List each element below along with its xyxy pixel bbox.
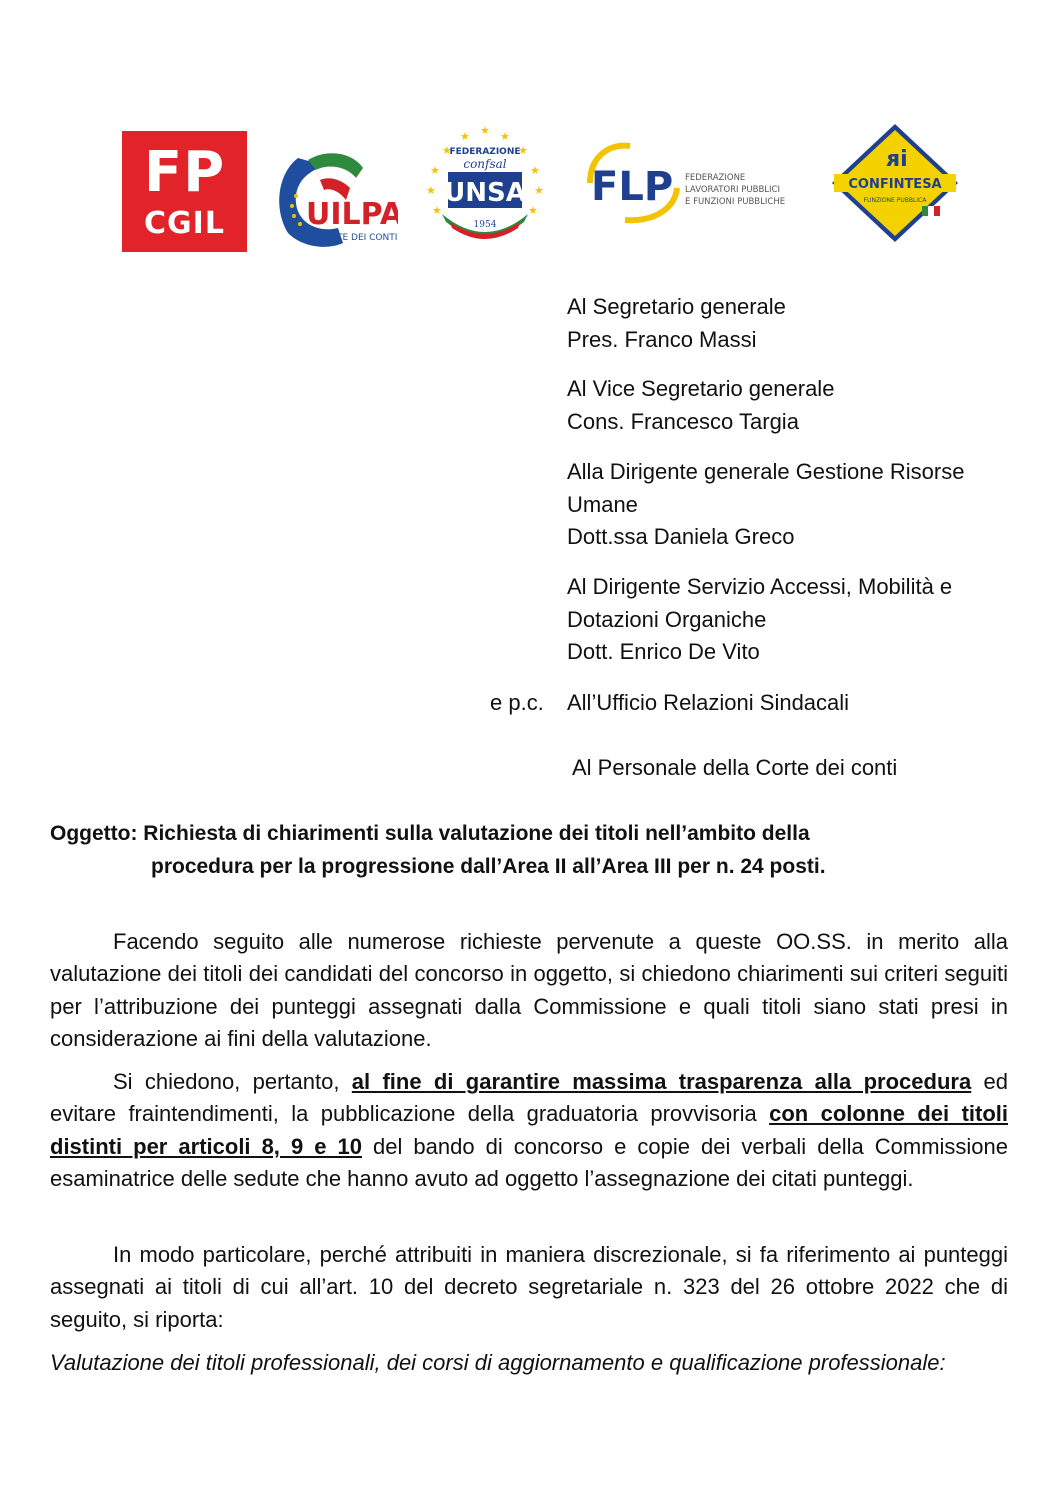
flp-emblem-icon xyxy=(585,138,800,228)
subject-line-1: Oggetto: Richiesta di chiarimenti sulla valutazione dei titoli nell’ambito della xyxy=(50,822,810,845)
flp-logo-line1: FEDERAZIONE xyxy=(685,173,746,183)
recipient-line: Dott. Enrico De Vito xyxy=(567,639,760,664)
recipient-block-4 xyxy=(567,571,952,669)
recipient-line: Cons. Francesco Targia xyxy=(567,408,799,434)
svg-text:★: ★ xyxy=(460,130,470,143)
unsa-logo-mid: confsal xyxy=(463,157,507,171)
paragraph-2 xyxy=(50,1066,1008,1195)
unsa-logo-text: UNSA xyxy=(444,178,526,208)
flp-logo xyxy=(585,138,800,228)
cc-recipient-1 xyxy=(567,687,849,720)
confintesa-logo-sub: FUNZIONE PUBBLICA xyxy=(863,197,927,204)
recipient-block-2 xyxy=(567,373,834,438)
paragraph-2-text-e: del bando di concorso e copie dei verbali della Commissione esaminatrice delle sedute che hanno avuto ad oggetto l’assegnazione dei citati punteggi. xyxy=(50,1133,1008,1191)
recipient-line: Umane xyxy=(567,491,638,517)
svg-text:★: ★ xyxy=(500,130,510,143)
svg-text:ᴙi: ᴙi xyxy=(886,147,908,172)
paragraph-3 xyxy=(50,1239,1008,1336)
svg-text:★: ★ xyxy=(518,144,528,157)
fp-cgil-logo xyxy=(122,131,247,252)
recipient-line: Dott.ssa Daniela Greco xyxy=(567,524,795,549)
paragraph-2-text-c: ed evitare fraintendimenti, la pubblicazione della graduatoria provvisoria xyxy=(50,1069,1008,1127)
recipient-line: Al Dirigente Servizio Accessi, Mobilità e xyxy=(567,574,953,599)
flp-logo-line2: LAVORATORI PUBBLICI xyxy=(685,185,780,195)
recipient-line: Dotazioni Organiche xyxy=(567,606,767,632)
confintesa-logo-text: CONFINTESA xyxy=(848,177,942,192)
uilpa-logo-sub: CORTE DEI CONTI xyxy=(318,233,398,243)
subject xyxy=(50,817,950,883)
paragraph-3-text: In modo particolare, perché attribuiti in maniera discrezionale, si fa riferimento ai punteggi assegnati ai titoli di cui all’art. 10 del decreto segretariale n. 323 del 26 ottobre 2022 che di seguito, si riporta: xyxy=(50,1242,1008,1332)
svg-text:★: ★ xyxy=(426,184,436,197)
fp-cgil-logo-line2: CGIL xyxy=(144,206,225,241)
svg-text:★: ★ xyxy=(530,164,540,177)
confintesa-logo xyxy=(830,122,960,244)
paragraph-4-text: Valutazione dei titoli professionali, dei corsi di aggiornamento e qualificazione professionale: xyxy=(50,1350,946,1375)
unsa-emblem-icon xyxy=(420,122,550,250)
svg-text:★: ★ xyxy=(480,124,490,137)
uilpa-emblem-icon xyxy=(268,148,398,253)
recipient-line: Al Vice Segretario generale xyxy=(567,376,835,401)
svg-text:★: ★ xyxy=(534,184,544,197)
uilpa-logo-text: UILPA xyxy=(306,197,398,232)
uilpa-logo xyxy=(268,148,398,253)
flp-logo-text: FLP xyxy=(591,164,674,210)
paragraph-2-emphasis-2: con colonne dei titoli distinti per articoli 8, 9 e 10 xyxy=(50,1101,1008,1159)
recipient-block-1 xyxy=(567,291,786,356)
recipient-block-3 xyxy=(567,456,964,554)
recipient-line: Alla Dirigente generale Gestione Risorse xyxy=(567,459,965,484)
paragraph-4 xyxy=(50,1347,1008,1379)
svg-text:★: ★ xyxy=(442,144,452,157)
svg-text:★: ★ xyxy=(432,204,442,217)
confintesa-emblem-icon xyxy=(830,122,960,244)
recipient-line: Pres. Franco Massi xyxy=(567,326,757,352)
cc-label: e p.c. xyxy=(490,690,544,715)
subject-line-2: procedura per la progressione dall’Area II all’Area III per n. 24 posti. xyxy=(151,855,826,878)
recipient-line: Al Segretario generale xyxy=(567,294,786,319)
paragraph-1 xyxy=(50,926,1008,1055)
unsa-logo-top: FEDERAZIONE xyxy=(449,147,521,157)
paragraph-2-emphasis-1: al fine di garantire massima trasparenza alla procedura xyxy=(351,1069,972,1094)
fp-cgil-logo-line1: FP xyxy=(143,140,226,205)
svg-text:★: ★ xyxy=(430,164,440,177)
paragraph-1-text: Facendo seguito alle numerose richieste pervenute a queste OO.SS. in merito alla valutazione dei titoli dei candidati del concorso in oggetto, si chiedono chiarimenti sui criteri seguiti per l’attribuzione dei punteggi assegnati dalla Commissione e quali titoli siano stati presi in considerazione ai fini della valutazione. xyxy=(50,929,1008,1051)
unsa-logo-year: 1954 xyxy=(473,220,497,230)
cc-line: All’Ufficio Relazioni Sindacali xyxy=(567,690,850,715)
cc-recipient-2 xyxy=(572,752,897,785)
unsa-logo xyxy=(420,122,550,250)
cc-line: Al Personale della Corte dei conti xyxy=(572,755,898,780)
svg-text:★: ★ xyxy=(528,204,538,217)
paragraph-2-text-a: Si chiedono, pertanto, xyxy=(113,1069,352,1094)
flp-logo-line3: E FUNZIONI PUBBLICHE xyxy=(685,197,786,207)
